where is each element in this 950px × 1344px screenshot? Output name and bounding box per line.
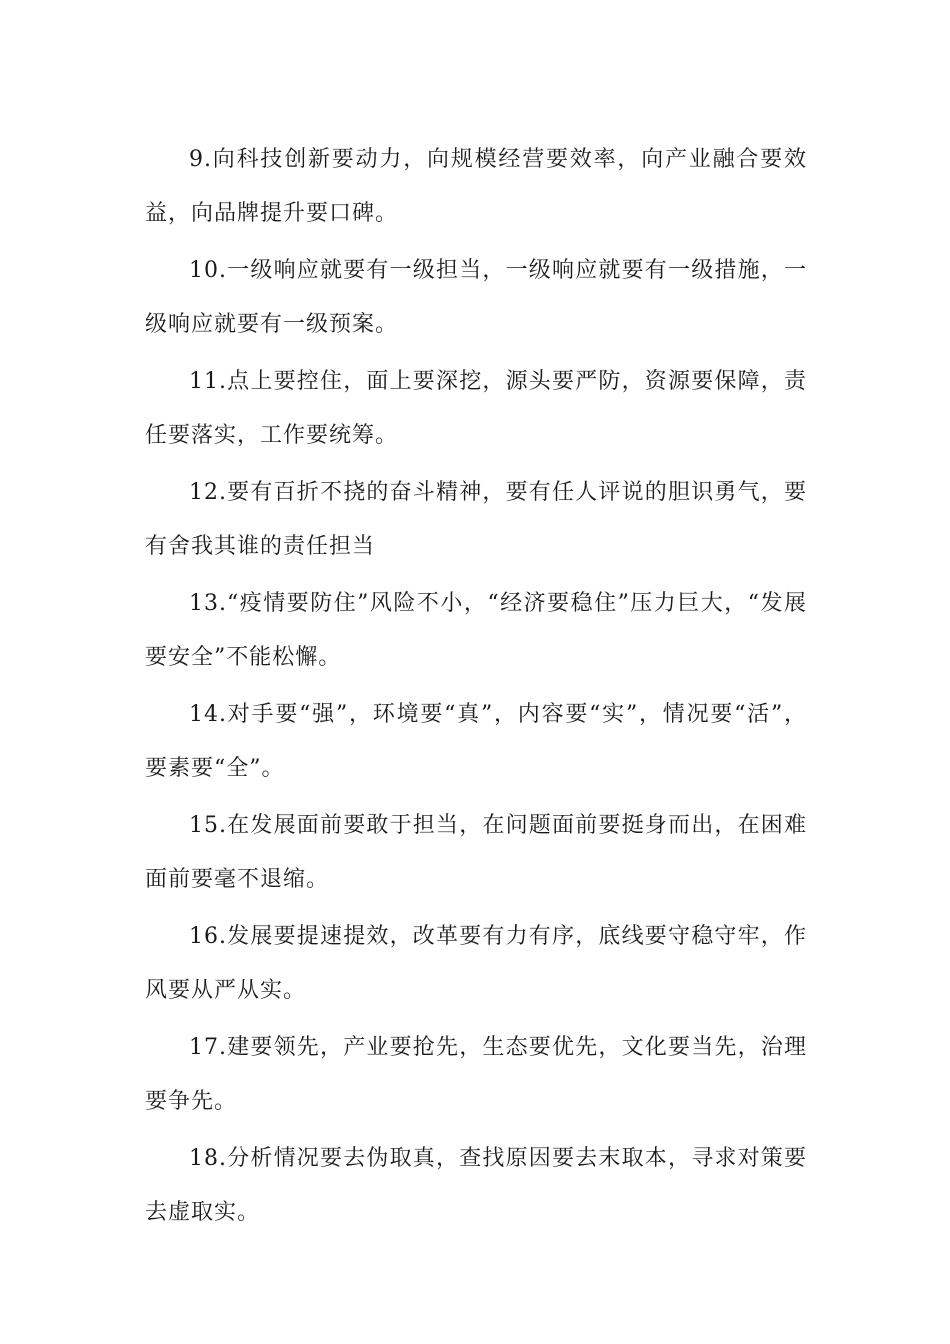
paragraph-11: 11.点上要控住，面上要深挖，源头要严防，资源要保障，责任要落实，工作要统筹。 bbox=[145, 369, 807, 448]
paragraph-15: 15.在发展面前要敢于担当，在问题面前要挺身而出，在困难面前要毫不退缩。 bbox=[145, 813, 807, 892]
paragraph-9: 9.向科技创新要动力，向规模经营要效率，向产业融合要效益，向品牌提升要口碑。 bbox=[145, 147, 807, 226]
paragraph-10: 10.一级响应就要有一级担当，一级响应就要有一级措施，一级响应就要有一级预案。 bbox=[145, 258, 807, 337]
paragraph-18: 18.分析情况要去伪取真，查找原因要去末取本，寻求对策要去虚取实。 bbox=[145, 1146, 807, 1225]
paragraph-14: 14.对手要“强”，环境要“真”，内容要“实”，情况要“活”，要素要“全”。 bbox=[145, 702, 807, 781]
paragraph-16: 16.发展要提速提效，改革要有力有序，底线要守稳守牢，作风要从严从实。 bbox=[145, 924, 807, 1003]
document-body bbox=[145, 133, 807, 1243]
paragraph-13: 13.“疫情要防住”风险不小，“经济要稳住”压力巨大，“发展要安全”不能松懈。 bbox=[145, 591, 807, 670]
paragraph-17: 17.建要领先，产业要抢先，生态要优先，文化要当先，治理要争先。 bbox=[145, 1035, 807, 1114]
paragraph-12: 12.要有百折不挠的奋斗精神，要有任人评说的胆识勇气，要有舍我其谁的责任担当 bbox=[145, 480, 807, 559]
